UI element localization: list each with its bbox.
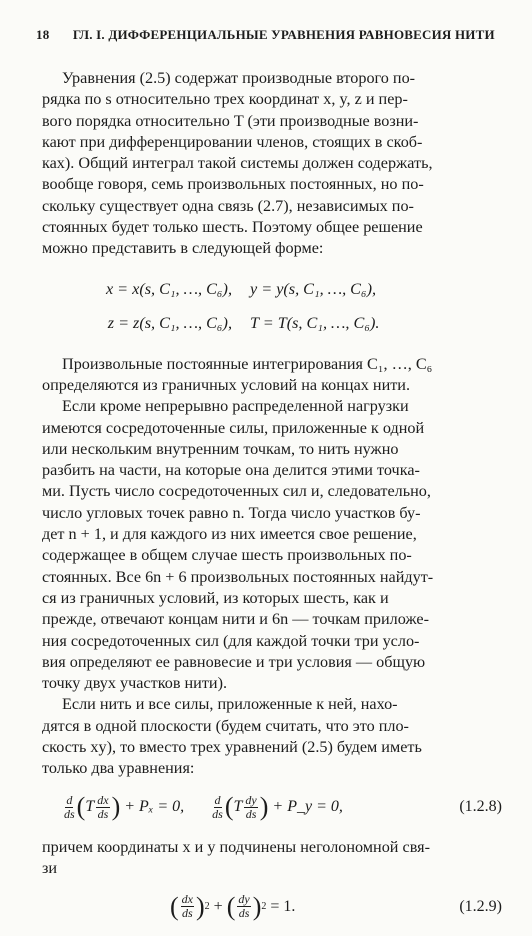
- fraction: $\frac{dx}{ds}$: [181, 892, 193, 921]
- text-line: дет n + 1, и для каждого из них имеется свое решение,: [42, 525, 417, 544]
- text-line: рядка по s относительно трех координат x, y, z и пер-: [42, 90, 408, 109]
- text-line: разбить на части, на которые она делится этими точка-: [42, 461, 420, 480]
- text-line: ния сосредоточенных сил (для каждой точки три усло-: [42, 631, 420, 650]
- text-line: вия определяют ее равновесие и три условия — общую: [42, 652, 426, 671]
- text-line: ках). Общий интеграл такой системы должен содержать,: [42, 154, 433, 173]
- page-number: 18: [36, 27, 50, 42]
- text-line: вообще говоря, семь произвольных постоянных, но по-: [42, 175, 424, 194]
- text-line: ся из граничных условий, из которых шесть, как и: [42, 588, 389, 607]
- text-line: можно представить в следующей форме:: [42, 239, 324, 258]
- equation-1-2-9-body: ( $\frac{dx}{ds}$ ) 2 + ( $\frac{dy}{ds}$ ) 2 = 1.: [170, 891, 296, 921]
- system-row-2: [42, 306, 502, 340]
- text-line: дятся в одной плоскости (будем считать, что это пло-: [42, 716, 409, 735]
- text-line: имеются сосредоточенные силы, приложенные к одной: [42, 418, 425, 437]
- equation-1-2-8-body: $\frac{d}{ds}$ ( T $\frac{dx}{ds}$ ) + Pₓ = 0, $\frac{d}{ds}$ ( T $\frac{dy}{ds}$ ) + P_y = 0,: [64, 792, 343, 822]
- text-line: причем координаты x и y подчинены неголономной свя-: [42, 837, 430, 856]
- fraction: $\frac{dy}{ds}$: [245, 792, 257, 821]
- text-line: точку двух участков нити).: [42, 674, 228, 693]
- text-line: скольку существует одна связь (2.7), независимых по-: [42, 196, 414, 215]
- system-row-1: [42, 272, 502, 306]
- text-line: стоянных. Все 6n + 6 произвольных постоянных найдут-: [42, 567, 434, 586]
- text-line: скость xy), то вместо трех уравнений (2.5) будем иметь: [42, 738, 422, 757]
- text-line: число угловых точек равно n. Тогда число участков бу-: [42, 503, 421, 522]
- paragraph-2: [42, 354, 502, 397]
- page-body: [42, 68, 502, 936]
- paragraph-4: [42, 694, 502, 779]
- eq-T: T = T(s, C₁, …, C₆).: [250, 313, 380, 332]
- text-line: Если кроме непрерывно распределенной нагрузки: [62, 397, 409, 416]
- text-line: Уравнения (2.5) содержат производные второго по-: [62, 69, 416, 87]
- fraction: $\frac{d}{ds}$: [64, 792, 75, 821]
- equation-number: (1.2.8): [459, 798, 502, 816]
- fraction: $\frac{dx}{ds}$: [97, 792, 109, 821]
- text-line: стоянных будет только шесть. Поэтому общее решение: [42, 218, 423, 237]
- equation-1-2-9: [42, 893, 502, 920]
- fraction: $\frac{dy}{ds}$: [238, 892, 250, 921]
- text-line: только два уравнения:: [42, 759, 195, 778]
- text-line: вого порядка относительно T (эти производные возни-: [42, 111, 419, 130]
- fraction: $\frac{d}{ds}$: [212, 792, 223, 821]
- paragraph-1-cont: [42, 89, 502, 920]
- paragraph-3: [42, 396, 502, 694]
- text-line: определяются из граничных условий на концах нити.: [42, 375, 411, 394]
- eq-x: x = x(s, C₁, …, C₆),: [105, 279, 232, 298]
- running-title: ГЛ. I. ДИФФЕРЕНЦИАЛЬНЫЕ УРАВНЕНИЯ РАВНОВЕСИЯ НИТИ: [72, 27, 495, 42]
- text-line: или нескольким внутренним точкам, то нить нужно: [42, 439, 399, 458]
- text-line: кают при дифференцировании членов, стоящих в скоб-: [42, 132, 423, 151]
- eq-y: y = y(s, C₁, …, C₆),: [250, 279, 377, 298]
- text-line: Произвольные постоянные интегрирования C₁, …, C₆: [62, 354, 433, 373]
- equation-number: (1.2.9): [459, 897, 502, 915]
- text-line: Если нить и все силы, приложенные к ней, нахо-: [62, 695, 398, 714]
- text-line: содержащее в общем случае шесть произвольных по-: [42, 546, 412, 565]
- running-header: [36, 27, 502, 43]
- paragraph-5: [42, 837, 502, 880]
- eq-z: z = z(s, C₁, …, C₆),: [107, 313, 232, 332]
- equation-1-2-8: [42, 794, 502, 821]
- text-line: зи: [42, 858, 58, 877]
- text-line: прежде, отвечают концам нити и 6n — точкам приложе-: [42, 610, 429, 629]
- text-line: ми. Пусть число сосредоточенных сил и, следовательно,: [42, 482, 431, 501]
- solution-system: [42, 272, 502, 340]
- paragraph-1: [62, 68, 502, 89]
